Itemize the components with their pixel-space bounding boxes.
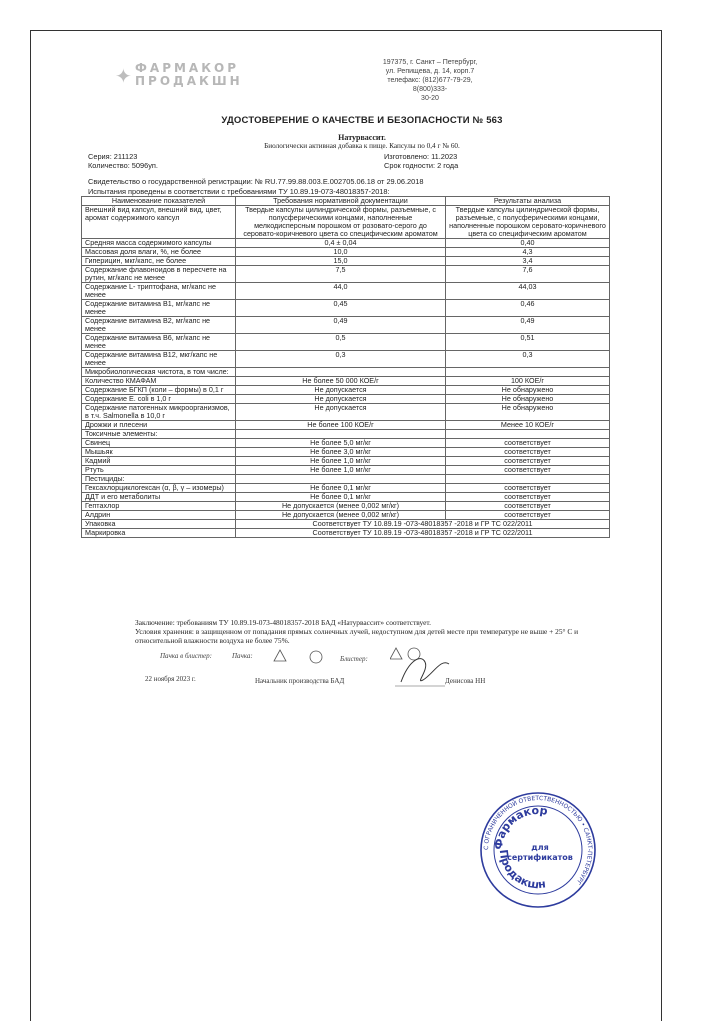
indicator-cell: Маркировка [82, 529, 236, 538]
table-row [82, 300, 610, 317]
requirement-cell: Не более 0,1 мг/кг [236, 493, 446, 502]
recycle-marks-icon [272, 648, 332, 666]
indicator-cell: Гептахлор [82, 502, 236, 511]
logo-line-1: ФАРМАКОР [135, 61, 240, 75]
indicator-cell: Массовая доля влаги, %, не более [82, 248, 236, 257]
table-row [82, 334, 610, 351]
table-header-cell: Результаты анализа [446, 197, 610, 206]
table-header-cell: Наименование показателей [82, 197, 236, 206]
requirement-cell: 7,5 [236, 266, 446, 283]
result-cell: Не обнаружено [446, 395, 610, 404]
stamp-mid-2: сертификатов [507, 853, 573, 862]
result-cell: соответствует [446, 484, 610, 493]
indicator-cell: Содержание флавоноидов в пересчете на рутин, мг/капс не менее [82, 266, 236, 283]
blister-label: Блистер: [340, 655, 368, 663]
requirement-cell: 0,4 ± 0,04 [236, 239, 446, 248]
result-cell: соответствует [446, 493, 610, 502]
table-row [82, 317, 610, 334]
result-cell: 4,3 [446, 248, 610, 257]
result-cell: 0,40 [446, 239, 610, 248]
indicator-cell: Мышьяк [82, 448, 236, 457]
result-cell: соответствует [446, 502, 610, 511]
address-line: 197375, г. Санкт – Петербург, [382, 59, 478, 66]
product-name: Натурвассит. [338, 133, 386, 142]
indicator-cell: Пестициды: [82, 475, 236, 484]
made-date: Изготовлено: 11.2023 [384, 152, 458, 161]
indicator-cell: Содержание E. coli в 1,0 г [82, 395, 236, 404]
requirement-cell: Не более 0,1 мг/кг [236, 484, 446, 493]
signer-role: Начальник производства БАД [255, 677, 345, 685]
storage-conditions: Условия хранения: в защищенном от попадания прямых солнечных лучей, недоступном для детей месте при температуре не выше + 25° С и относительной влажности воздуха не более 75%. [135, 627, 579, 645]
quantity: Количество: 5096уп. [88, 161, 158, 170]
indicator-cell: Средняя масса содержимого капсулы [82, 239, 236, 248]
pack-label: Пачка: [232, 652, 253, 660]
requirement-cell: Не допускается [236, 386, 446, 395]
table-row [82, 206, 610, 239]
result-cell: Менее 10 КОЕ/г [446, 421, 610, 430]
conclusion [135, 618, 615, 645]
result-cell: соответствует [446, 448, 610, 457]
stamp-top-text: Фармакор [491, 803, 549, 851]
document-title: УДОСТОВЕРЕНИЕ О КАЧЕСТВЕ И БЕЗОПАСНОСТИ № 563 [221, 115, 503, 126]
pack-blister-label: Пачка в блистер: [160, 652, 212, 660]
conclusion-line: Заключение: требованиям ТУ 10.89.19-073-48018357-2018 БАД «Натурвассит» соответствует. [135, 618, 431, 627]
indicator-cell: Ртуть [82, 466, 236, 475]
requirement-cell: Соответствует ТУ 10.89.19 -073-48018357 -2018 и ГР ТС 022/2011 [236, 529, 610, 538]
stamp-bottom-text: Продакшн [496, 848, 547, 892]
requirement-cell: 0,3 [236, 351, 446, 368]
series: Серия: 211123 [88, 152, 138, 161]
indicator-cell: Содержание патогенных микроорганизмов, в т.ч. Salmonella в 10,0 г [82, 404, 236, 421]
result-cell: 7,6 [446, 266, 610, 283]
result-cell: Не обнаружено [446, 404, 610, 421]
requirement-cell: Не более 1,0 мг/кг [236, 466, 446, 475]
indicator-cell: Дрожжи и плесени [82, 421, 236, 430]
result-cell: соответствует [446, 439, 610, 448]
requirement-cell: Не допускается [236, 395, 446, 404]
signer-name: Денисова НН [445, 677, 486, 685]
requirement-cell: Не допускается (менее 0,002 мг/кг) [236, 502, 446, 511]
stamp-mid-1: для [531, 843, 549, 852]
registration: Свидетельство о государственной регистрации: № RU.77.99.88.003.Е.002705.06.18 от 29.06.2018 [88, 177, 424, 186]
shelf-life: Срок годности: 2 года [384, 161, 459, 170]
result-cell: 0,3 [446, 351, 610, 368]
issue-date: 22 ноября 2023 г. [145, 675, 196, 683]
indicator-cell: Содержание витамина В2, мг/капс не менее [82, 317, 236, 334]
requirement-cell: Не более 100 КОЕ/г [236, 421, 446, 430]
indicator-cell: Гиперицин, мкг/капс, не более [82, 257, 236, 266]
table-row [82, 529, 610, 538]
address-line: 30-20 [421, 95, 439, 102]
indicator-cell: Содержание витамина В1, мг/капс не менее [82, 300, 236, 317]
indicator-cell: Количество КМАФАМ [82, 377, 236, 386]
result-cell: 0,51 [446, 334, 610, 351]
indicator-cell: Алдрин [82, 511, 236, 520]
requirement-cell: Не более 5,0 мг/кг [236, 439, 446, 448]
indicator-cell: Внешний вид капсул, внешний вид, цвет, аромат содержимого капсул [82, 206, 236, 239]
table-row [82, 404, 610, 421]
logo-mark-icon: ✦ [115, 64, 132, 88]
table-row [82, 351, 610, 368]
indicator-cell: Содержание L- триптофана, мг/капс не менее [82, 283, 236, 300]
indicator-cell: Кадмий [82, 457, 236, 466]
requirement-cell: Не более 50 000 КОЕ/г [236, 377, 446, 386]
quality-table [81, 196, 610, 538]
requirement-cell: Не более 3,0 мг/кг [236, 448, 446, 457]
company-stamp [478, 790, 598, 910]
requirement-cell: 10,0 [236, 248, 446, 257]
result-cell: 100 КОЕ/г [446, 377, 610, 386]
table-row [82, 266, 610, 283]
result-cell: соответствует [446, 511, 610, 520]
indicator-cell: Свинец [82, 439, 236, 448]
stamp-ring-text: С ОГРАНИЧЕННОЙ ОТВЕТСТВЕННОСТЬЮ • САНКТ-ПЕТЕРБУРГ [482, 794, 594, 886]
table-header-cell: Требования нормативной документации [236, 197, 446, 206]
table-row [82, 283, 610, 300]
address-line: ул. Репищева, д. 14, корп.7 [385, 68, 475, 75]
requirement-cell: 0,45 [236, 300, 446, 317]
result-cell: 0,46 [446, 300, 610, 317]
result-cell: Твердые капсулы цилиндрической формы, разъемные, с полусферическими концами, наполненные порошком серовато-коричневого цвета со специфическим ароматом [446, 206, 610, 239]
table-row [82, 421, 610, 430]
requirement-cell: Твердые капсулы цилиндрической формы, разъемные, с полусферическими концами, наполненные мелкодисперсным порошком от розовато-серого до серовато-коричневого цвета со специфическим ароматом [236, 206, 446, 239]
requirement-cell: 44,0 [236, 283, 446, 300]
requirement-cell: Соответствует ТУ 10.89.19 -073-48018357 -2018 и ГР ТС 022/2011 [236, 520, 610, 529]
address-line: телефакс: (812)677-79-29, 8(800)333- [387, 77, 473, 93]
product-description: Биологически активная добавка к пище. Капсулы по 0,4 г № 60. [264, 142, 460, 150]
tests-note: Испытания проведены в соответствии с требованиями ТУ 10.89.19-073-48018357-2018: [88, 187, 390, 196]
indicator-cell: Содержание БГКП (коли – формы) в 0,1 г [82, 386, 236, 395]
result-cell: 3,4 [446, 257, 610, 266]
table-row [82, 466, 610, 475]
logo-line-2: ПРОДАКШН [135, 74, 243, 88]
result-cell: 0,49 [446, 317, 610, 334]
requirement-cell: 0,5 [236, 334, 446, 351]
result-cell: соответствует [446, 466, 610, 475]
indicator-cell: Микробиологическая чистота, в том числе: [82, 368, 236, 377]
requirement-cell: Не более 1,0 мг/кг [236, 457, 446, 466]
indicator-cell: Содержание витамина В12, мкг/капс не менее [82, 351, 236, 368]
requirement-cell: Не допускается [236, 404, 446, 421]
requirement-cell: 15,0 [236, 257, 446, 266]
company-address [370, 58, 490, 103]
indicator-cell: Содержание витамина В6, мг/капс не менее [82, 334, 236, 351]
indicator-cell: Упаковка [82, 520, 236, 529]
requirement-cell: Не допускается (менее 0,002 мг/кг) [236, 511, 446, 520]
result-cell: соответствует [446, 457, 610, 466]
result-cell: Не обнаружено [446, 386, 610, 395]
indicator-cell: Токсичные элементы: [82, 430, 236, 439]
indicator-cell: Гексахлорциклогексан (α, β, γ – изомеры) [82, 484, 236, 493]
requirement-cell: 0,49 [236, 317, 446, 334]
indicator-cell: ДДТ и его метаболиты [82, 493, 236, 502]
signature [395, 650, 455, 690]
company-logo [115, 61, 315, 88]
result-cell: 44,03 [446, 283, 610, 300]
